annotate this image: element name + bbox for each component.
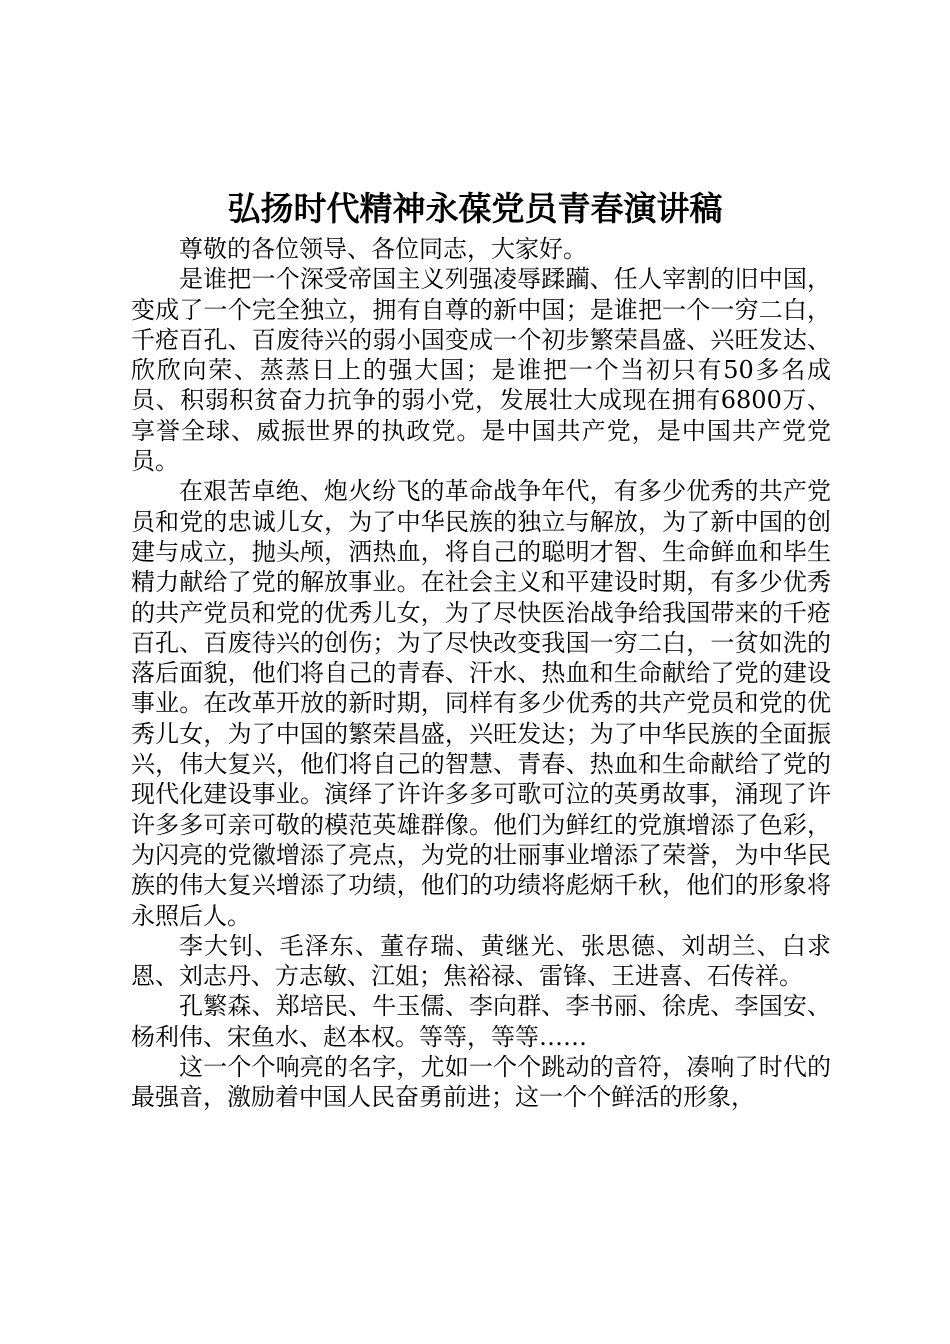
- paragraph-party-history: 是谁把一个深受帝国主义列强凌辱蹂躏、任人宰割的旧中国，变成了一个完全独立，拥有自尊的新中国；是谁把一个一穷二白，千疮百孔、百废待兴的弱小国变成一个初步繁荣昌盛、兴旺发达、欣欣向荣、蒸蒸日上的强大国；是谁把一个当初只有50多名成员、积弱积贫奋力抗争的弱小党，发展壮大成现在拥有6800万、享誉全球、威振世界的执政党。是中国共产党，是中国共产党党员。: [131, 265, 831, 476]
- document-title: 弘扬时代精神永葆党员青春演讲稿: [227, 189, 723, 228]
- paragraph-closing: 这一个个响亮的名字，尤如一个个跳动的音符，凑响了时代的最强音，激励着中国人民奋勇前进；这一个个鲜活的形象，: [131, 1053, 831, 1112]
- paragraph-hero-names-1: 李大钊、毛泽东、董存瑞、黄继光、张思德、刘胡兰、白求恩、刘志丹、方志敏、江姐；焦裕禄、雷锋、王进喜、石传祥。: [131, 931, 831, 991]
- paragraph-hero-names-2: 孔繁森、郑培民、牛玉儒、李向群、李书丽、徐虎、李国安、杨利伟、宋鱼水、赵本权。等等，等等……: [131, 992, 831, 1051]
- paragraph-greeting: 尊敬的各位领导、各位同志，大家好。: [179, 235, 587, 263]
- document-body: [131, 234, 831, 1113]
- paragraph-revolutionary-era: 在艰苦卓绝、炮火纷飞的革命战争年代，有多少优秀的共产党员和党的忠诚儿女，为了中华民族的独立与解放，为了新中国的创建与成立，抛头颅，洒热血，将自己的聪明才智、生命鲜血和毕生精力献给了党的解放事业。在社会主义和平建设时期，有多少优秀的共产党员和党的优秀儿女，为了尽快医治战争给我国带来的千疮百孔、百废待兴的创伤；为了尽快改变我国一穷二白，一贫如洗的落后面貌，他们将自己的青春、汗水、热血和生命献给了党的建设事业。在改革开放的新时期，同样有多少优秀的共产党员和党的优秀儿女，为了中国的繁荣昌盛，兴旺发达；为了中华民族的全面振兴，伟大复兴，他们将自己的智慧、青春、热血和生命献给了党的现代化建设事业。演绎了许许多多可歌可泣的英勇故事，涌现了许许多多可亲可敬的模范英雄群像。他们为鲜红的党旗增添了色彩，为闪亮的党徽增添了亮点，为党的壮丽事业增添了荣誉，为中华民族的伟大复兴增添了功绩，他们的功绩将彪炳千秋，他们的形象将永照后人。: [131, 477, 831, 930]
